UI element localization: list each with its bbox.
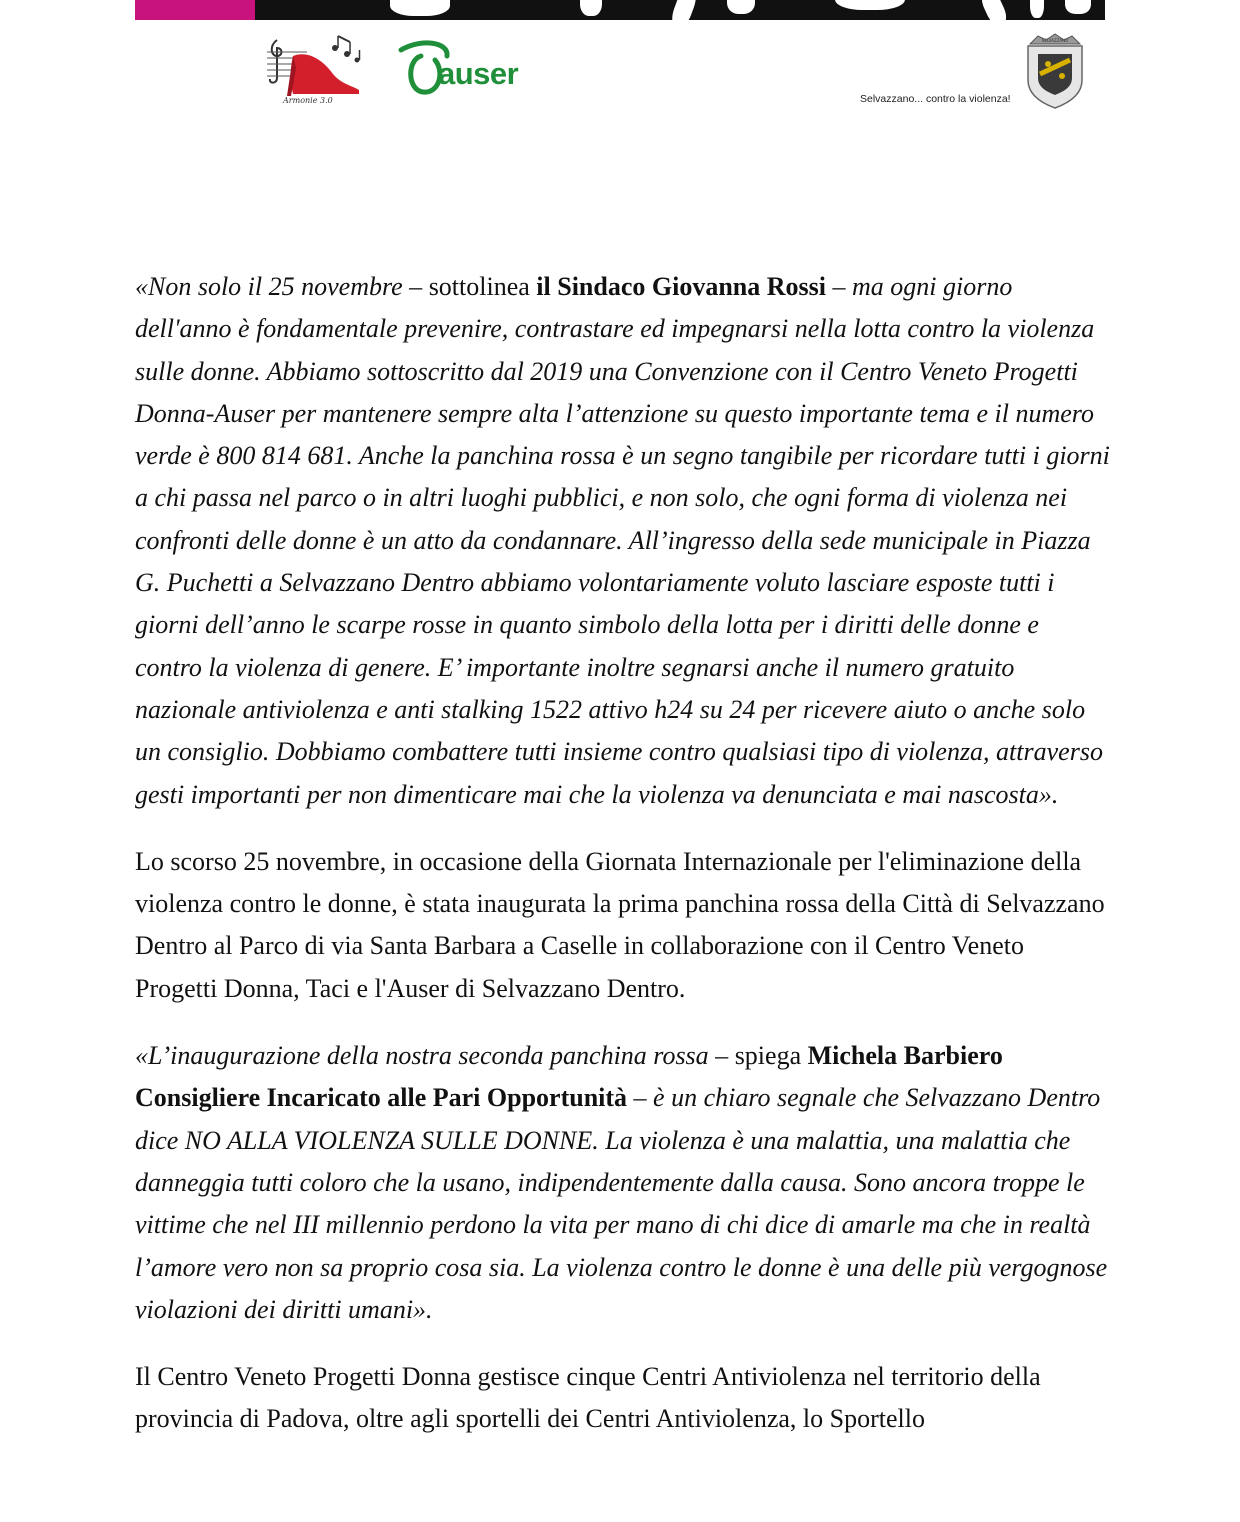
banner-shape xyxy=(978,0,1010,20)
banner-shape xyxy=(580,0,602,16)
banner-pink-block xyxy=(135,0,255,20)
banner-shape xyxy=(669,0,700,20)
paragraph-centro-veneto: Il Centro Veneto Progetti Donna gestisce cinque Centri Antiviolenza nel territorio della provincia di Padova, oltre agli sportelli dei Centri Antiviolenza, lo Sportello xyxy=(135,1362,1041,1434)
banner-shape xyxy=(727,0,755,14)
armonie-logo-text: Armonie 3.0 xyxy=(283,96,333,104)
auser-logo-text: auser xyxy=(438,56,519,91)
banner-shape xyxy=(1065,0,1091,14)
banner-shape xyxy=(390,0,450,16)
auser-logo xyxy=(397,38,557,98)
selvazzano-crest xyxy=(1020,30,1090,110)
crest-text: SELVAZZANO xyxy=(1041,38,1069,43)
red-shoe-music-icon xyxy=(263,34,368,104)
quote-body: – ma ogni giorno dell'anno è fondamentale prevenire, contrastare ed impegnarsi nella lotta contro la violenza sulle donne. Abbiamo sottoscritto dal 2019 una Convenzione con il Centro Veneto Progetti Donna-Auser per mantenere sempre alta l’attenzione su questo importante tema e il numero verde è 800 814 681. Anche la panchina rossa è un segno tangibile per ricordare tutti i giorni a chi passa nel parco o in altri luoghi pubblici, e non solo, che ogni forma di violenza nei confronti delle donne è un atto da condannare. All’ingresso della sede municipale in Piazza G. Puchetti a Selvazzano Dentro abbiamo volontariamente voluto lasciare esposte tutti i giorni dell’anno le scarpe rosse in quanto simbolo della lotta per i diritti delle donne e contro la violenza di genere. E’ importante inoltre segnarsi anche il numero gratuito nazionale antiviolenza e anti stalking 1522 attivo h24 su 24 per ricevere aiuto o anche solo un consiglio. Dobbiamo combattere tutti insieme contro qualsiasi tipo di violenza, attraverso gesti importanti per non dimenticare mai che la violenza va denunciata e mai nascosta». xyxy=(135,272,1110,809)
quote-open: «Non solo il 25 novembre – xyxy=(135,272,423,301)
paragraph-quote-mayor xyxy=(135,266,1110,816)
armonie-logo xyxy=(263,34,368,104)
header-banner xyxy=(135,0,1105,20)
paragraph-quote-councillor xyxy=(135,1035,1110,1331)
quote-open: «L’inaugurazione della nostra seconda panchina rossa – xyxy=(135,1041,729,1071)
speaker-name: Michela Barbiero Consigliere Incaricato alle Pari Opportunità xyxy=(135,1041,1003,1113)
speaker-name: il Sindaco Giovanna Rossi xyxy=(536,272,826,301)
banner-shape xyxy=(835,0,905,10)
quote-body: – è un chiaro segnale che Selvazzano Dentro dice NO ALLA VIOLENZA SULLE DONNE. La violenza è una malattia, una malattia che danneggia tutti coloro che la usano, indipendentemente dalla causa. Sono ancora troppe le vittime che nel III millennio perdono la vita per mano di chi dice di amarle ma che in realtà l’amore vero non sa proprio cosa sia. La violenza contro le donne è una delle più vergognose violazioni dei diritti umani». xyxy=(135,1083,1108,1324)
banner-shape xyxy=(1030,0,1044,18)
coat-of-arms-icon xyxy=(1020,30,1090,110)
quote-verb: sottolinea xyxy=(422,272,537,301)
quote-verb: spiega xyxy=(728,1041,808,1071)
paragraph-event: Lo scorso 25 novembre, in occasione della Giornata Internazionale per l'eliminazione della violenza contro le donne, è stata inaugurata la prima panchina rossa della Città di Selvazzano Dentro al Parco di via Santa Barbara a Caselle in collaborazione con il Centro Veneto Progetti Donna, Taci e l'Auser di Selvazzano Dentro. xyxy=(135,846,1105,1003)
slogan-text: Selvazzano... contro la violenza! xyxy=(860,93,1011,105)
article-body xyxy=(135,266,1110,1466)
